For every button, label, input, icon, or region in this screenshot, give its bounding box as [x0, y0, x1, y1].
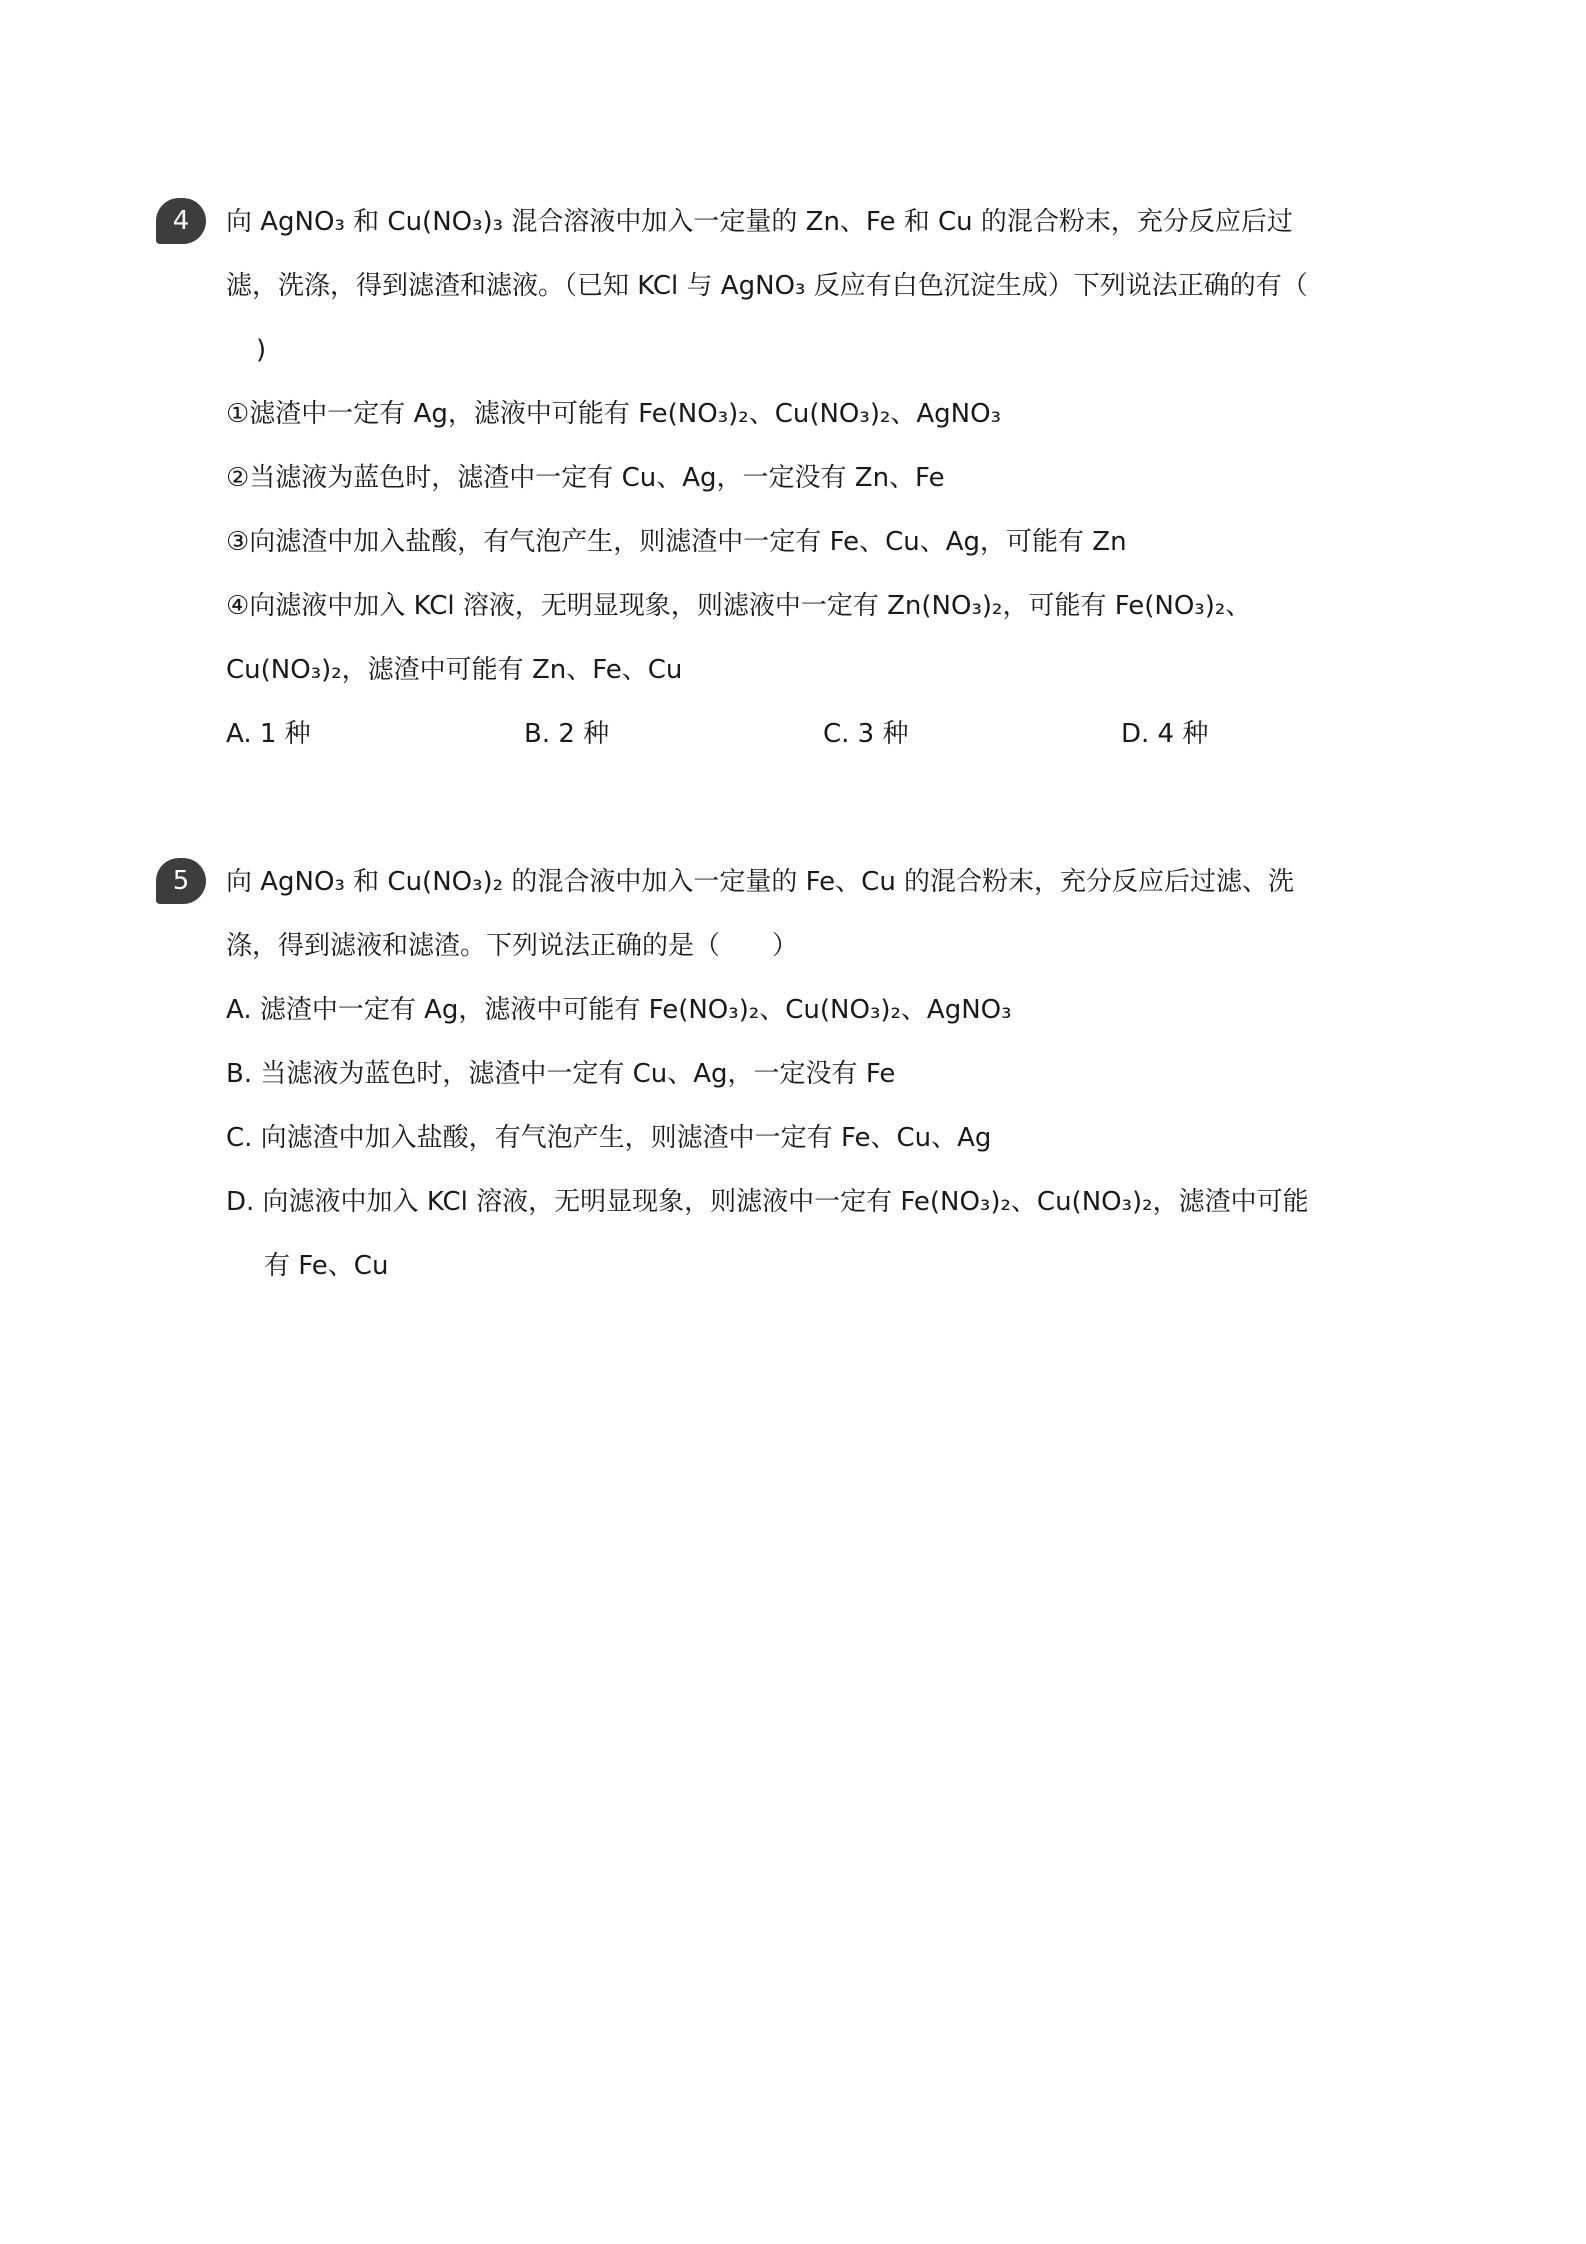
question-stem-line-1: 向 AgNO₃ 和 Cu(NO₃)₂ 的混合液中加入一定量的 Fe、Cu 的混合粉末，充分反应后过滤、洗 — [226, 867, 1295, 897]
statement-3: ③向滤渣中加入盐酸，有气泡产生，则滤渣中一定有 Fe、Cu、Ag，可能有 Zn — [226, 527, 1127, 557]
statement-2: ②当滤液为蓝色时，滤渣中一定有 Cu、Ag，一定没有 Zn、Fe — [226, 463, 945, 493]
question-number-badge: 4 — [156, 198, 206, 244]
option-d-continued: 有 Fe、Cu — [264, 1251, 389, 1281]
option-a[interactable]: A. 1 种 — [226, 719, 311, 749]
question-number-badge: 5 — [156, 858, 206, 904]
question-stem-line-2: 涤，得到滤液和滤渣。下列说法正确的是（ ） — [226, 931, 799, 961]
option-c[interactable]: C. 3 种 — [823, 719, 909, 749]
statement-4-continued: Cu(NO₃)₂，滤渣中可能有 Zn、Fe、Cu — [226, 655, 683, 685]
option-d[interactable]: D. 4 种 — [1121, 719, 1209, 749]
question-stem-line-3: ) — [256, 335, 267, 365]
option-d[interactable]: D. 向滤液中加入 KCl 溶液，无明显现象，则滤液中一定有 Fe(NO₃)₂、Cu(NO₃)₂，滤渣中可能 — [226, 1187, 1309, 1217]
option-c[interactable]: C. 向滤渣中加入盐酸，有气泡产生，则滤渣中一定有 Fe、Cu、Ag — [226, 1123, 992, 1153]
option-a[interactable]: A. 滤渣中一定有 Ag，滤液中可能有 Fe(NO₃)₂、Cu(NO₃)₂、AgNO₃ — [226, 995, 1012, 1025]
statement-1: ①滤渣中一定有 Ag，滤液中可能有 Fe(NO₃)₂、Cu(NO₃)₂、AgNO₃ — [226, 399, 1002, 429]
option-b[interactable]: B. 当滤液为蓝色时，滤渣中一定有 Cu、Ag，一定没有 Fe — [226, 1059, 896, 1089]
question-stem-line-1: 向 AgNO₃ 和 Cu(NO₃)₃ 混合溶液中加入一定量的 Zn、Fe 和 Cu 的混合粉末，充分反应后过 — [226, 207, 1293, 237]
statement-4: ④向滤液中加入 KCl 溶液，无明显现象，则滤液中一定有 Zn(NO₃)₂，可能有 Fe(NO₃)₂、 — [226, 591, 1252, 621]
option-b[interactable]: B. 2 种 — [524, 719, 610, 749]
question-stem-line-2: 滤，洗涤，得到滤渣和滤液。（已知 KCl 与 AgNO₃ 反应有白色沉淀生成）下列说法正确的有（ — [226, 271, 1308, 301]
